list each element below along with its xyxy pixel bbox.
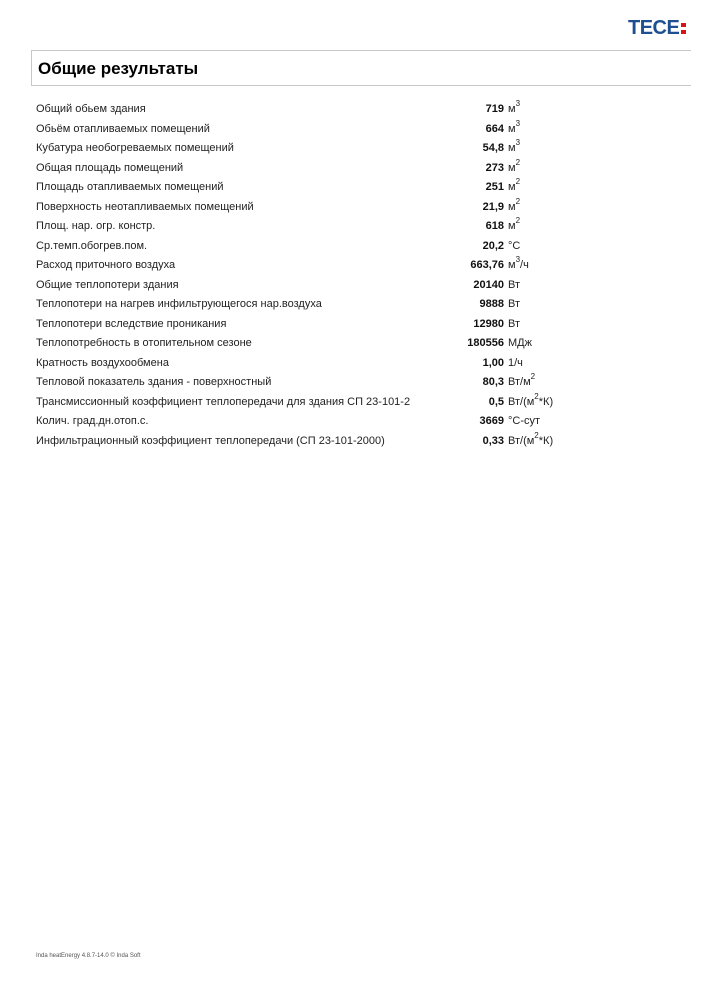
result-row [0, 139, 707, 159]
result-unit: Вт [508, 317, 521, 330]
result-unit: Вт [508, 278, 521, 291]
result-row [0, 217, 707, 237]
result-value: 719 [485, 103, 504, 115]
result-value: 3669 [479, 415, 504, 427]
result-row [0, 100, 707, 120]
result-unit: $м^3$ [508, 138, 521, 154]
result-unit: $м^2$ [508, 177, 521, 193]
result-row [0, 412, 707, 432]
result-value: 0,33 [482, 434, 504, 447]
result-row [0, 276, 707, 296]
result-label: Инфильтрационный коэффициент теплопередачи (СП 23-101-2000) [36, 434, 385, 447]
result-unit: $м^3$ [508, 118, 521, 135]
result-label: Площ. нар. огр. констр. [36, 220, 156, 232]
result-unit: °С [508, 239, 521, 252]
result-label: Тепловой показатель здания - поверхностный [36, 376, 272, 388]
result-unit: °С-сут [508, 415, 541, 427]
result-unit: $Вт/(м^2*К)$ [508, 391, 554, 408]
result-row [0, 198, 707, 218]
result-row [0, 178, 707, 198]
result-unit: $Вт/(м^2*К)$ [508, 430, 554, 447]
result-label: Теплопотери вследствие проникания [36, 317, 227, 330]
result-label: Теплопотребность в отопительном сезоне [36, 337, 252, 349]
result-value: 54,8 [482, 142, 504, 154]
result-unit: 1/ч [508, 356, 523, 369]
tece-logo [628, 16, 686, 40]
result-row [0, 120, 707, 140]
result-value: 618 [485, 220, 504, 232]
result-label: Ср.темп.обогрев.пом. [36, 239, 148, 252]
result-unit: МДж [508, 337, 532, 349]
result-label: Теплопотери на нагрев инфильтрующегося нар.воздуха [36, 298, 322, 310]
result-value: 9888 [479, 298, 504, 310]
result-label: Кратность воздухообмена [36, 356, 169, 369]
result-row [0, 373, 707, 393]
result-row [0, 159, 707, 179]
result-unit: $м^2$ [508, 196, 521, 213]
result-value: 0,5 [488, 395, 504, 408]
results-list [0, 100, 707, 451]
result-unit: $м^3/ч$ [508, 255, 529, 271]
result-value: 21,9 [482, 200, 504, 213]
result-label: Поверхность неотапливаемых помещений [36, 200, 254, 213]
title-box [31, 50, 691, 86]
result-value: 20,2 [482, 239, 504, 252]
result-value: 20140 [473, 278, 504, 291]
result-label: Трансмиссионный коэффициент теплопередачи для здания СП 23-101-2 [36, 395, 411, 408]
result-label: Кубатура необогреваемых помещений [36, 142, 234, 154]
result-label: Расход приточного воздуха [36, 259, 176, 271]
result-value: 1,00 [482, 356, 504, 369]
result-label: Общий обьем здания [36, 103, 146, 115]
result-label: Общие теплопотери здания [36, 278, 179, 291]
result-label: Площадь отапливаемых помещений [36, 181, 224, 193]
result-row [0, 315, 707, 335]
result-label: Обьём отапливаемых помещений [36, 122, 210, 135]
footer-text: Inda heatEnergy 4.8.7-14.0 © Inda Soft [36, 953, 141, 959]
logo-mark-icon [681, 23, 686, 34]
result-value: 664 [485, 122, 504, 135]
result-row [0, 432, 707, 452]
result-value: 80,3 [482, 376, 504, 388]
result-row [0, 295, 707, 315]
result-row [0, 393, 707, 413]
result-unit: $Вт/м^2$ [508, 372, 536, 388]
page-title: Общие результаты [38, 59, 199, 78]
result-unit: $м^2$ [508, 216, 521, 232]
result-label: Общая площадь помещений [36, 161, 184, 174]
logo-text: TECE [628, 17, 680, 39]
result-row [0, 237, 707, 257]
result-value: 251 [485, 181, 504, 193]
result-row [0, 334, 707, 354]
result-value: 663,76 [470, 259, 504, 271]
result-row [0, 256, 707, 276]
result-value: 180556 [467, 337, 504, 349]
result-row [0, 354, 707, 374]
result-unit: Вт [508, 298, 521, 310]
result-value: 12980 [473, 317, 504, 330]
result-unit: $м^2$ [508, 157, 521, 174]
result-unit: $м^3$ [508, 99, 521, 115]
result-label: Колич. град.дн.отоп.с. [36, 415, 149, 427]
result-value: 273 [485, 161, 504, 174]
